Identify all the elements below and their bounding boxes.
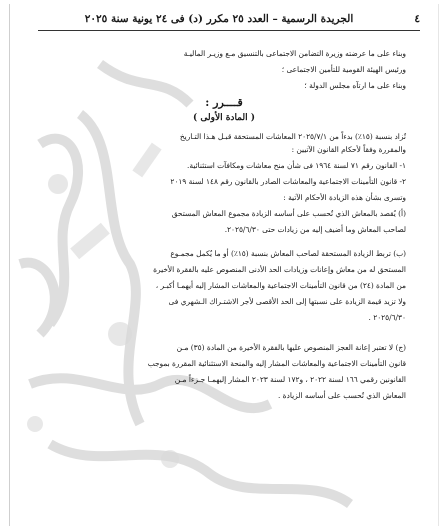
clause-b-line: (ب) تربط الزيادة المستحقة لصاحب المعاش بنسبة (١٥٪) أو ما يُكمل مجمـوع <box>170 249 406 258</box>
paragraph-line: والمقررة وفقاً لأحكام القانون الآتيين : <box>291 145 406 154</box>
clause-b-line: ٢٠٢٥/٦/٣٠ . <box>368 313 406 322</box>
page-content <box>10 4 438 526</box>
gazette-page <box>9 4 439 526</box>
clause-c-line: (ج) لا تعتبر إعانة العجز المنصوص عليها بالفقرة الأخيرة من المادة (٣٥) مـن <box>176 343 406 352</box>
paragraph-line: وتسرى بشأن هذه الزيادة الأحكام الآتية : <box>283 193 406 202</box>
article-title: ( المادة الأولى ) <box>192 113 256 123</box>
clause-c-line: القانونين رقمي ١٦٦ لسنة ٢٠٢٢ ، و١٧٢ لسنة ٢٠٢٣ المشار إليهمـا جـزءاً مـن <box>174 375 406 384</box>
page-header <box>38 12 420 31</box>
page-number: ٤ <box>414 13 420 25</box>
list-item: ٢- قانون التأمينات الاجتماعية والمعاشات الصادر بالقانون رقم ١٤٨ لسنة ٢٠١٩ <box>170 177 406 186</box>
clause-b-line: من المادة (٢٤) من قانون التأمينات الاجتماعية والمعاشات المشار إليه أيهمـا أكبـر ، <box>155 281 406 290</box>
clause-a-line: لصاحب المعاش وما أضيف إليه من زيادات حتى ٢٠٢٥/٦/٣٠. <box>224 225 406 234</box>
preamble-line: وبناء على ما ارتآه مجلس الدولة ؛ <box>304 81 406 90</box>
clause-b-line: ولا تزيد قيمة الزيادة على نسبتها إلى الحد الأقصى لأجر الاشتـراك الـشهري فى <box>168 297 406 306</box>
clause-c-line: قانون التأمينات الاجتماعية والمعاشات المشار إليه والمنحة الاستثنائية المقررة بموجب <box>147 359 406 368</box>
clause-c-line: المعاش الذي تُحسب على أساسه الزيادة . <box>277 391 406 400</box>
list-item: ١- القانون رقم ٧١ لسنة ١٩٦٤ فى شأن منح معاشات ومكافآت استثنائية. <box>187 161 406 170</box>
preamble-line: وبناء على ما عرضته وزيرة التضامن الاجتماعى بالتنسيق مـع وزيـر الماليـة <box>183 49 406 58</box>
decision-title: قــــرر : <box>205 96 243 109</box>
preamble-line: ورئيس الهيئة القومية للتأمين الاجتماعى ؛ <box>281 65 406 74</box>
gazette-header-title: الجريدة الرسمية – العدد ٢٥ مكرر (د) فى ٢٤ يونية سنة ٢٠٢٥ <box>84 13 354 25</box>
clause-b-line: المستحق له من معاش وإعانات وزيادات الحد الأدنى المنصوص عليه بالفقرة الأخيرة <box>153 265 406 274</box>
paragraph-line: تُزاد بنسبة (١٥٪) بدءاً من ٢٠٢٥/٧/١ المعاشات المستحقة قبـل هـذا التـاريخ <box>179 132 406 141</box>
clause-a-line: (أ) يُقصد بالمعاش الذي تُحسب على أساسه الزيادة مجموع المعاش المستحق <box>171 209 406 218</box>
